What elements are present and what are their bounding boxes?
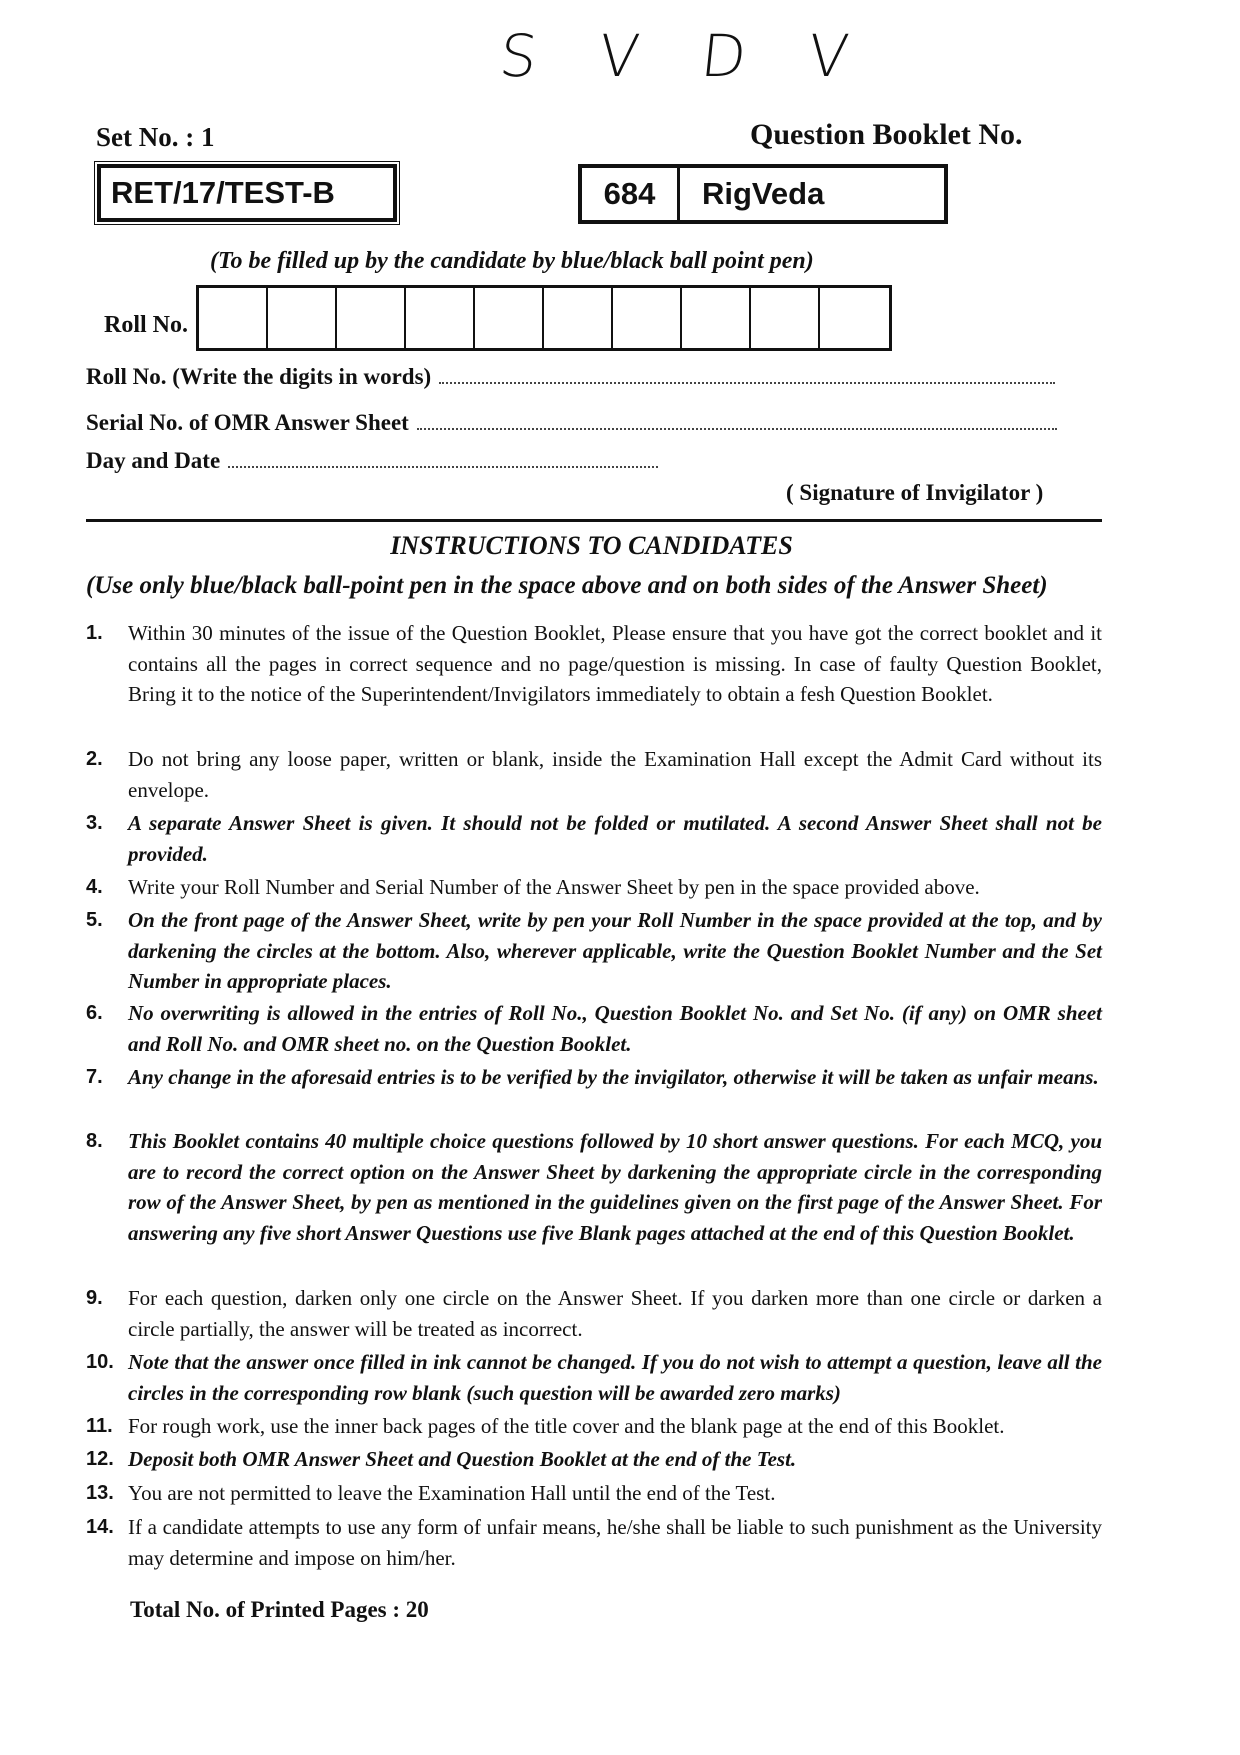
invigilator-signature-label: ( Signature of Invigilator ) [786,480,1044,505]
omr-serial-field [86,410,1057,436]
subject-name: RigVeda [702,176,825,211]
instruction-number: 5. [86,909,103,931]
instruction-text: For rough work, use the inner back pages of the title cover and the blank page at the end of this Booklet. [128,1414,1005,1438]
handwritten-mark: S V D V [496,22,874,90]
roll-digit-box[interactable] [751,288,820,348]
question-booklet-label: Question Booklet No. [750,118,1023,151]
instruction-number: 13. [86,1482,114,1504]
instruction-item [86,998,1102,1059]
instruction-item [86,1126,1102,1248]
instruction-number: 6. [86,1002,103,1024]
roll-digit-box[interactable] [268,288,337,348]
day-date-label: Day and Date [86,448,221,473]
roll-digit-box[interactable] [820,288,889,348]
instruction-text: A separate Answer Sheet is given. It should not be folded or mutilated. A second Answer Sheet shall not be provided. [128,811,1102,866]
instruction-text: Deposit both OMR Answer Sheet and Question Booklet at the end of the Test. [128,1447,797,1471]
instruction-item [86,744,1102,805]
instruction-number: 9. [86,1287,103,1309]
roll-no-label: Roll No. [104,312,188,338]
omr-serial-label: Serial No. of OMR Answer Sheet [86,410,409,435]
instruction-item [86,1347,1102,1408]
test-code: RET/17/TEST-B [111,175,335,210]
instruction-item [86,872,1102,903]
instruction-item [86,1283,1102,1344]
instruction-number: 7. [86,1066,103,1088]
instruction-number: 10. [86,1351,114,1373]
instructions-title: INSTRUCTIONS TO CANDIDATES [390,531,793,560]
roll-digit-box[interactable] [544,288,613,348]
instruction-text: If a candidate attempts to use any form of unfair means, he/she shall be liable to such punishment as the University may determine and impose on him/her. [128,1515,1102,1570]
set-number: Set No. : 1 [96,122,215,152]
instruction-text: Any change in the aforesaid entries is to be verified by the invigilator, otherwise it will be taken as unfair means. [128,1065,1099,1089]
instruction-text: You are not permitted to leave the Examination Hall until the end of the Test. [128,1481,776,1505]
instruction-number: 2. [86,748,103,770]
roll-digit-box[interactable] [337,288,406,348]
day-date-line[interactable] [228,465,658,468]
fill-note: (To be filled up by the candidate by blue/black ball point pen) [210,248,814,274]
instruction-item [86,1411,1102,1442]
instruction-item [86,1062,1102,1093]
roll-digit-box[interactable] [475,288,544,348]
instruction-item [86,1512,1102,1573]
instruction-number: 4. [86,876,103,898]
divider [86,519,1102,522]
instruction-text: On the front page of the Answer Sheet, write by pen your Roll Number in the space provided at the top, and by darkening the circles at the bottom. Also, wherever applicable, write the Question Booklet Number and the Set Number in appropriate places. [128,908,1102,993]
roll-digit-box[interactable] [199,288,268,348]
instruction-text: This Booklet contains 40 multiple choice questions followed by 10 short answer questions. For each MCQ, you are to record the correct option on the Answer Sheet by darkening the appropriate circle in the corresponding row of the Answer Sheet, by pen as mentioned in the guidelines given on the first page of the Answer Sheet. For answering any five short Answer Questions use five Blank pages attached at the end of this Question Booklet. [128,1129,1102,1245]
test-code-box [97,164,397,222]
instruction-number: 1. [86,622,103,644]
roll-no-words-field [86,364,1055,390]
booklet-number-box [578,164,948,224]
day-date-field [86,448,658,474]
instruction-item [86,808,1102,869]
roll-digit-box[interactable] [682,288,751,348]
roll-no-words-label: Roll No. (Write the digits in words) [86,364,432,389]
instruction-text: Within 30 minutes of the issue of the Question Booklet, Please ensure that you have got the correct booklet and it contains all the pages in correct sequence and no page/question is missing. In case of faulty Question Booklet, Bring it to the notice of the Superintendent/Invigilators immediately to obtain a fesh Question Booklet. [128,621,1102,706]
instruction-item [86,1478,1102,1509]
roll-digit-box[interactable] [406,288,475,348]
total-printed-pages: Total No. of Printed Pages : 20 [130,1597,429,1622]
instructions-subtitle: (Use only blue/black ball-point pen in the space above and on both sides of the Answer Sheet) [86,572,1048,599]
roll-no-grid[interactable] [196,285,892,351]
roll-no-words-line[interactable] [439,381,1055,384]
booklet-number: 684 [582,168,680,220]
instruction-number: 11. [86,1415,113,1437]
instruction-item [86,905,1102,997]
instruction-text: No overwriting is allowed in the entries of Roll No., Question Booklet No. and Set No. (if any) on OMR sheet and Roll No. and OMR sheet no. on the Question Booklet. [128,1001,1102,1056]
instruction-text: Do not bring any loose paper, written or blank, inside the Examination Hall except the Admit Card without its envelope. [128,747,1102,802]
instruction-item [86,1444,1102,1475]
instruction-text: Write your Roll Number and Serial Number of the Answer Sheet by pen in the space provided above. [128,875,980,899]
roll-digit-box[interactable] [613,288,682,348]
instruction-number: 8. [86,1130,103,1152]
instruction-item [86,618,1102,710]
instruction-number: 12. [86,1448,114,1470]
instruction-text: For each question, darken only one circle on the Answer Sheet. If you darken more than one circle or darken a circle partially, the answer will be treated as incorrect. [128,1286,1102,1341]
instruction-number: 14. [86,1516,114,1538]
omr-serial-line[interactable] [417,427,1057,430]
instruction-number: 3. [86,812,103,834]
instruction-text: Note that the answer once filled in ink cannot be changed. If you do not wish to attempt a question, leave all the circles in the corresponding row blank (such question will be awarded zero marks) [128,1350,1102,1405]
